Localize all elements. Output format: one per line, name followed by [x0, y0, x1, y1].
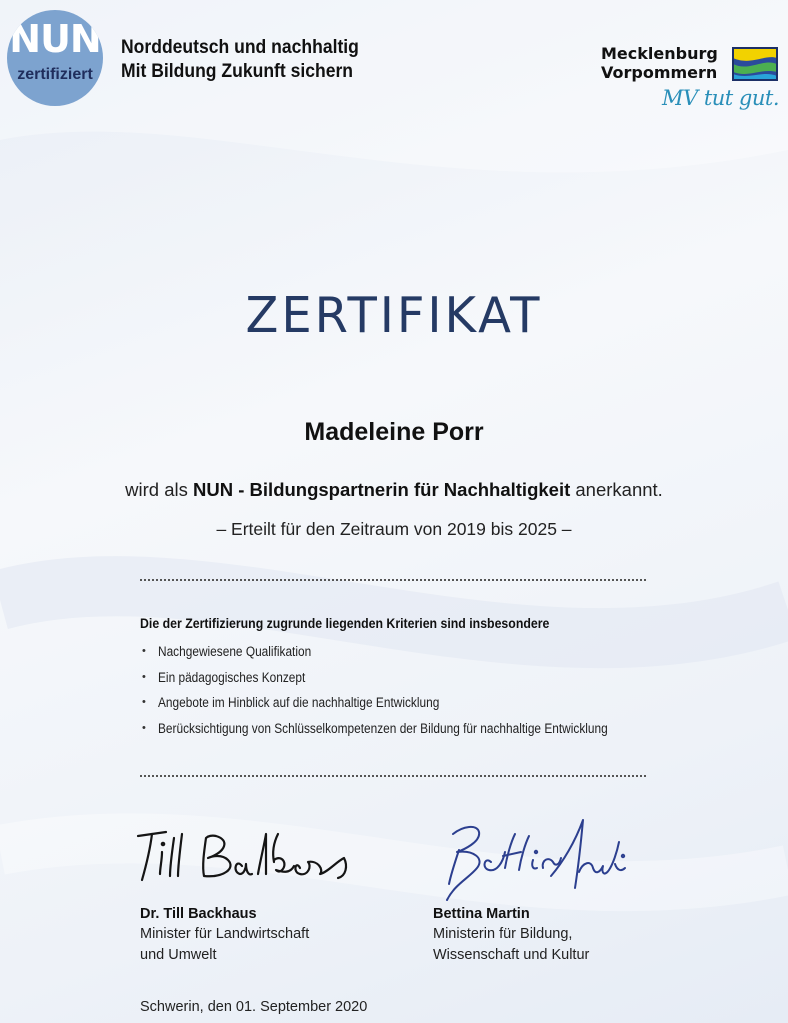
nun-logo: [7, 10, 103, 106]
mv-slogan: MV tut gut.: [662, 86, 780, 110]
signatory-role-line: Ministerin für Bildung,: [433, 926, 573, 942]
signatory-2: [433, 904, 589, 966]
criteria-heading: Die der Zertifizierung zugrunde liegenden Kriterien sind insbesondere: [140, 615, 550, 631]
bullet-icon: •: [142, 696, 146, 708]
signatory-1: [140, 904, 309, 966]
bullet-icon: •: [142, 645, 146, 657]
list-item: [140, 665, 700, 691]
bullet-icon: •: [142, 670, 146, 683]
place-and-date: Schwerin, den 01. September 2020: [140, 999, 368, 1015]
mv-logo-line-1: Mecklenburg: [601, 44, 718, 63]
recognition-suffix: anerkannt.: [570, 479, 663, 500]
recognition-text: [0, 478, 788, 502]
criteria-list: [140, 639, 700, 741]
list-item: [140, 716, 700, 742]
dotted-divider: [140, 775, 646, 777]
header-tagline: [121, 35, 385, 83]
criteria-item-text: Angebote im Hinblick auf die nachhaltige Entwicklung: [158, 695, 440, 710]
signatory-role-line: Minister für Landwirtschaft: [140, 926, 310, 942]
signature-till-backhaus: [132, 822, 362, 890]
recognition-highlight: NUN - Bildungspartnerin für Nachhaltigkeit: [193, 479, 571, 500]
validity-period: – Erteilt für den Zeitraum von 2019 bis 2025 –: [216, 519, 572, 539]
bullet-icon: •: [142, 721, 146, 734]
certificate-title: ZERTIFIKAT: [245, 287, 543, 344]
mv-flag-icon: [731, 44, 781, 84]
criteria-item-text: Nachgewiesene Qualifikation: [158, 644, 312, 659]
recipient-name: Madeleine Porr: [304, 418, 484, 446]
nun-logo-text: NUN: [9, 17, 101, 61]
mv-logo-text: [601, 44, 718, 82]
tagline-line-1: Norddeutsch und nachhaltig: [121, 36, 359, 58]
criteria-item-text: Ein pädagogisches Konzept: [158, 669, 306, 685]
list-item: [140, 639, 700, 665]
signatory-name: Bettina Martin: [433, 906, 530, 922]
criteria-section: [140, 614, 700, 741]
recognition-prefix: wird als: [125, 479, 194, 500]
dotted-divider: [140, 579, 646, 581]
signatory-role-line: Wissenschaft und Kultur: [433, 947, 590, 963]
signatory-role-line: und Umwelt: [140, 947, 217, 963]
tagline-line-2: Mit Bildung Zukunft sichern: [121, 60, 354, 82]
nun-logo-subtext: zertifiziert: [17, 66, 93, 83]
signature-bettina-martin: [433, 812, 633, 904]
signatory-name: Dr. Till Backhaus: [140, 906, 257, 922]
list-item: [140, 690, 700, 716]
criteria-item-text: Berücksichtigung von Schlüsselkompetenzen der Bildung für nachhaltige Entwicklung: [158, 720, 608, 736]
mv-logo-line-2: Vorpommern: [601, 63, 718, 82]
